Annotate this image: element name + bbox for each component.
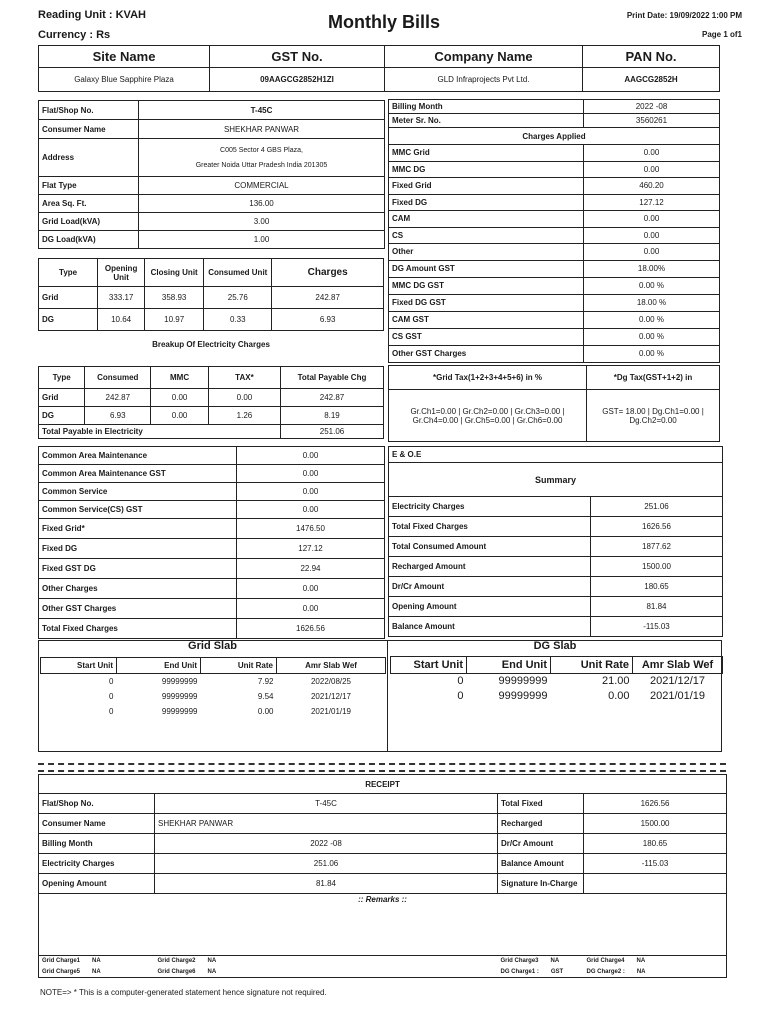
common-charge-value: 0.00 [237, 579, 385, 599]
footer-charge-cell [584, 956, 727, 967]
grid-slab-end-header: End Unit [117, 658, 201, 674]
charge-label: Fixed Grid [389, 178, 584, 195]
opening-unit-header: Opening Unit [98, 259, 145, 287]
breakup-dg-tax: 1.26 [208, 407, 280, 425]
summary-value: 251.06 [591, 497, 723, 517]
charge-value: 0.00 [584, 211, 720, 228]
breakup-type-header: Type [39, 367, 85, 389]
dg-slab-rate-header: Unit Rate [551, 657, 633, 674]
common-charge-value: 0.00 [237, 483, 385, 501]
summary-value: 1500.00 [591, 557, 723, 577]
receipt-right-label: Balance Amount [498, 854, 584, 874]
dg-slab-cell: 21.00 [601, 675, 630, 688]
common-charges-table [38, 446, 385, 639]
receipt-table [38, 774, 727, 978]
receipt-left-label: Consumer Name [39, 814, 155, 834]
charge-label: Other [389, 244, 584, 261]
breakup-grid-consumed: 242.87 [85, 389, 151, 407]
print-date: Print Date: 19/09/2022 1:00 PM [626, 11, 742, 20]
breakup-dg-mmc: 0.00 [151, 407, 209, 425]
summary-label: Total Fixed Charges [389, 517, 591, 537]
charge-label: MMC DG GST [389, 277, 584, 294]
flat-type-value: COMMERCIAL [139, 177, 385, 195]
breakup-tax-header: TAX* [208, 367, 280, 389]
footer-charge-label: Grid Charge2 [157, 958, 196, 965]
grid-slab-start-header: Start Unit [41, 658, 117, 674]
cut-line-bottom [38, 770, 726, 772]
common-charge-label: Common Service [39, 483, 237, 501]
pan-number: AAGCG2852H [583, 68, 720, 92]
grid-slab-cell: 2022/08/25 [310, 676, 352, 686]
breakup-grid-total: 242.87 [280, 389, 383, 407]
address-value [139, 139, 385, 177]
grid-slab-cell: 7.92 [257, 676, 274, 686]
reading-unit: Reading Unit : KVAH [38, 9, 146, 21]
charge-label: Other GST Charges [389, 345, 584, 362]
charge-value: 460.20 [584, 178, 720, 195]
dg-load-label: DG Load(kVA) [39, 231, 139, 249]
summary-label: Recharged Amount [389, 557, 591, 577]
units-grid-charges: 242.87 [272, 287, 384, 309]
dg-slab-cell: 0.00 [608, 690, 630, 702]
company-header: Company Name [385, 46, 583, 68]
breakup-mmc-header: MMC [151, 367, 209, 389]
dg-tax-head: *Dg Tax(GST+1+2) in [587, 366, 720, 390]
common-charge-value: 22.94 [237, 559, 385, 579]
footer-charge-value: NA [207, 968, 217, 975]
charge-value: 0.00 % [584, 277, 720, 294]
summary-label: Electricity Charges [389, 497, 591, 517]
receipt-left-value: 81.84 [155, 874, 498, 894]
gst-header: GST No. [210, 46, 385, 68]
page-title: Monthly Bills [328, 12, 440, 32]
footer-charge-cell [498, 956, 584, 967]
address-line-2: Greater Noida Uttar Pradesh India 201305 [195, 161, 328, 169]
footer-charge-cell [584, 967, 727, 978]
site-name-header: Site Name [39, 46, 210, 68]
breakup-table [38, 366, 384, 439]
breakup-grid-mmc: 0.00 [151, 389, 209, 407]
footer-charge-cell [39, 967, 155, 978]
remarks-area [39, 906, 727, 956]
charge-value: 0.00 [584, 145, 720, 162]
footer-charge-label: Grid Charge5 [42, 968, 81, 975]
consumed-unit-header: Consumed Unit [204, 259, 272, 287]
dg-slab-start-header: Start Unit [391, 657, 467, 674]
grid-slab-cell: 0 [109, 706, 114, 716]
dg-slab-cell: 2021/12/17 [649, 675, 706, 688]
footer-charge-value: NA [550, 958, 560, 965]
summary-value: 81.84 [591, 597, 723, 617]
site-name: Galaxy Blue Sapphire Plaza [39, 68, 210, 92]
charge-label: MMC DG [389, 161, 584, 178]
footer-charge-label: DG Charge1 : [500, 968, 539, 975]
footer-charge-value: NA [92, 968, 101, 975]
breakup-total-header: Total Payable Chg [280, 367, 383, 389]
units-grid-consumed: 25.76 [204, 287, 272, 309]
grid-tax-values: Gr.Ch1=0.00 | Gr.Ch2=0.00 | Gr.Ch3=0.00 | Gr.Ch4=0.00 | Gr.Ch5=0.00 | Gr.Ch6=0.00 [389, 390, 587, 442]
summary-value: 180.65 [591, 577, 723, 597]
company-name: GLD Infraprojects Pvt Ltd. [385, 68, 583, 92]
common-charge-label: Fixed DG [39, 539, 237, 559]
receipt-left-label: Billing Month [39, 834, 155, 854]
footer-charge-value: NA [636, 968, 646, 975]
summary-label: Total Consumed Amount [389, 537, 591, 557]
meter-value: 3560261 [584, 114, 720, 128]
receipt-right-label: Signature In-Charge [498, 874, 584, 894]
consumer-label: Consumer Name [39, 120, 139, 139]
flat-value: T-45C [139, 101, 385, 120]
units-grid-opening: 333.17 [98, 287, 145, 309]
meter-label: Meter Sr. No. [389, 114, 584, 128]
receipt-right-value [584, 874, 727, 894]
common-charge-value: 0.00 [237, 501, 385, 519]
grid-load-label: Grid Load(kVA) [39, 213, 139, 231]
dg-slab-table [390, 656, 723, 704]
billing-month-label: Billing Month [389, 100, 584, 114]
receipt-right-label: Total Fixed [498, 794, 584, 814]
charge-value: 0.00 % [584, 345, 720, 362]
receipt-right-value: -115.03 [584, 854, 727, 874]
common-charge-label: Fixed Grid* [39, 519, 237, 539]
footer-charge-label: Grid Charge1 [42, 958, 81, 965]
summary-title: Summary [389, 463, 723, 497]
breakup-dg-total: 8.19 [280, 407, 383, 425]
receipt-left-label: Flat/Shop No. [39, 794, 155, 814]
currency: Currency : Rs [38, 29, 111, 41]
charge-value: 0.00 [584, 161, 720, 178]
consumer-info-table [38, 100, 385, 249]
dg-slab-cell: 0 [457, 690, 464, 702]
breakup-title: Breakup Of Electricity Charges [152, 340, 270, 349]
summary-table [388, 446, 723, 637]
grid-slab-cell: 0 [109, 691, 114, 701]
footer-charge-label: DG Charge2 : [586, 968, 625, 975]
charge-label: Fixed DG GST [389, 294, 584, 311]
grid-slab-title: Grid Slab [188, 640, 237, 652]
charge-label: CS [389, 227, 584, 244]
charge-label: CAM GST [389, 311, 584, 328]
common-charge-value: 1476.50 [237, 519, 385, 539]
receipt-right-label: Recharged [498, 814, 584, 834]
footer-charge-value: NA [92, 958, 101, 965]
summary-value: 1626.56 [591, 517, 723, 537]
footer-charge-label: Grid Charge3 [500, 958, 539, 965]
grid-slab-cell: 0.00 [257, 706, 274, 716]
total-payable-label: Total Payable in Electricity [39, 425, 281, 439]
receipt-right-value: 1500.00 [584, 814, 727, 834]
receipt-left-label: Opening Amount [39, 874, 155, 894]
receipt-left-label: Electricity Charges [39, 854, 155, 874]
grid-slab-cell: 2021/12/17 [310, 691, 352, 701]
total-payable-value: 251.06 [280, 425, 383, 439]
summary-label: Dr/Cr Amount [389, 577, 591, 597]
charge-label: CAM [389, 211, 584, 228]
footer-charge-cell [155, 956, 498, 967]
tax-table [388, 365, 720, 442]
grid-slab-cell: 99999999 [161, 706, 198, 716]
grid-slab-cell: 99999999 [161, 691, 198, 701]
dg-slab-wef-header: Amr Slab Wef [633, 657, 723, 674]
footer-charge-label: Grid Charge6 [157, 968, 196, 975]
charge-label: CS GST [389, 328, 584, 345]
grid-slab-wef-header: Amr Slab Wef [277, 658, 386, 674]
pan-header: PAN No. [583, 46, 720, 68]
charge-value: 0.00 % [584, 328, 720, 345]
dg-load-value: 1.00 [139, 231, 385, 249]
common-charge-label: Other Charges [39, 579, 237, 599]
billing-month-value: 2022 -08 [584, 100, 720, 114]
dg-slab-cell: 2021/01/19 [649, 690, 706, 702]
footer-charge-value: NA [636, 958, 646, 965]
charge-value: 127.12 [584, 194, 720, 211]
grid-slab-cell: 0 [109, 676, 114, 686]
breakup-consumed-header: Consumed [85, 367, 151, 389]
breakup-dg-type: DG [39, 407, 85, 425]
units-type-header: Type [39, 259, 98, 287]
units-grid-closing: 358.93 [145, 287, 204, 309]
grid-load-value: 3.00 [139, 213, 385, 231]
units-dg-consumed: 0.33 [204, 309, 272, 331]
units-grid-type: Grid [39, 287, 98, 309]
charge-value: 18.00 % [584, 294, 720, 311]
charge-label: Fixed DG [389, 194, 584, 211]
common-charge-label: Common Area Maintenance GST [39, 465, 237, 483]
grid-slab-cell: 9.54 [257, 691, 274, 701]
summary-value: 1877.62 [591, 537, 723, 557]
flat-label: Flat/Shop No. [39, 101, 139, 120]
common-charge-label: Fixed GST DG [39, 559, 237, 579]
common-charge-value: 0.00 [237, 599, 385, 619]
common-charge-label: Total Fixed Charges [39, 619, 237, 639]
dg-slab-cell: 0 [457, 675, 464, 688]
grid-slab-cell: 2021/01/19 [310, 706, 352, 716]
dg-tax-values: GST= 18.00 | Dg.Ch1=0.00 | Dg.Ch2=0.00 [587, 390, 720, 442]
remarks-label: :: Remarks :: [39, 894, 727, 906]
receipt-right-value: 1626.56 [584, 794, 727, 814]
receipt-left-value: 2022 -08 [155, 834, 498, 854]
closing-unit-header: Closing Unit [145, 259, 204, 287]
common-charge-value: 127.12 [237, 539, 385, 559]
common-charge-label: Common Service(CS) GST [39, 501, 237, 519]
receipt-right-value: 180.65 [584, 834, 727, 854]
units-dg-opening: 10.64 [98, 309, 145, 331]
gst-number: 09AAGCG2852H1ZI [210, 68, 385, 92]
charges-header: Charges [272, 259, 384, 287]
units-dg-closing: 10.97 [145, 309, 204, 331]
area-label: Area Sq. Ft. [39, 195, 139, 213]
footer-charge-cell [155, 967, 498, 978]
footer-charge-value: NA [207, 958, 217, 965]
footer-charge-value: GST [550, 968, 564, 975]
breakup-grid-tax: 0.00 [208, 389, 280, 407]
charge-value: 0.00 [584, 244, 720, 261]
common-charge-value: 1626.56 [237, 619, 385, 639]
grid-slab-cell: 99999999 [161, 676, 198, 686]
common-charge-label: Common Area Maintenance [39, 447, 237, 465]
dg-slab-title: DG Slab [533, 640, 577, 652]
units-table [38, 258, 384, 331]
consumer-value: SHEKHAR PANWAR [139, 120, 385, 139]
charge-value: 0.00 [584, 227, 720, 244]
charge-label: DG Amount GST [389, 260, 584, 277]
slab-divider [387, 640, 388, 752]
dg-slab-end-header: End Unit [467, 657, 551, 674]
summary-label: Opening Amount [389, 597, 591, 617]
footer-charge-label: Grid Charge4 [586, 958, 625, 965]
receipt-right-label: Dr/Cr Amount [498, 834, 584, 854]
units-dg-charges: 6.93 [272, 309, 384, 331]
summary-label: Balance Amount [389, 617, 591, 637]
flat-type-label: Flat Type [39, 177, 139, 195]
charge-value: 0.00 % [584, 311, 720, 328]
address-line-1: C005 Sector 4 GBS Plaza, [220, 146, 303, 154]
breakup-grid-type: Grid [39, 389, 85, 407]
summary-value: -115.03 [591, 617, 723, 637]
dg-slab-cell: 99999999 [498, 675, 548, 688]
site-table [38, 45, 720, 92]
footer-note: NOTE=> * This is a computer-generated statement hence signature not required. [40, 988, 327, 997]
charges-applied-table [388, 99, 720, 363]
charge-value: 18.00% [584, 260, 720, 277]
dg-slab-cell: 99999999 [498, 690, 548, 702]
page-number: Page 1 of1 [701, 30, 742, 39]
breakup-dg-consumed: 6.93 [85, 407, 151, 425]
charges-applied-title: Charges Applied [389, 128, 720, 145]
common-charge-value: 0.00 [237, 447, 385, 465]
receipt-title: RECEIPT [39, 775, 727, 794]
units-dg-type: DG [39, 309, 98, 331]
grid-slab-table [40, 657, 386, 719]
common-charge-value: 0.00 [237, 465, 385, 483]
receipt-left-value: 251.06 [155, 854, 498, 874]
eoe-label: E & O.E [389, 447, 723, 463]
common-charge-label: Other GST Charges [39, 599, 237, 619]
area-value: 136.00 [139, 195, 385, 213]
footer-charge-cell [498, 967, 584, 978]
receipt-left-value: SHEKHAR PANWAR [155, 814, 498, 834]
address-label: Address [39, 139, 139, 177]
receipt-left-value: T-45C [155, 794, 498, 814]
grid-tax-head: *Grid Tax(1+2+3+4+5+6) in % [389, 366, 587, 390]
cut-line-top [38, 763, 726, 765]
footer-charge-cell [39, 956, 155, 967]
grid-slab-rate-header: Unit Rate [201, 658, 277, 674]
charge-label: MMC Grid [389, 145, 584, 162]
